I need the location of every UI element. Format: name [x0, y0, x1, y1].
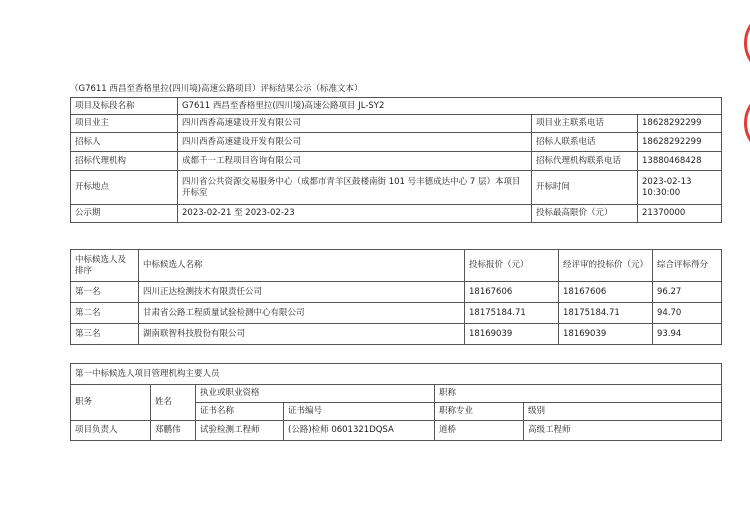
personnel-header-cert-name: 证书名称 — [196, 403, 284, 421]
table-row — [71, 324, 722, 345]
personnel-header-qualification: 执业或职业资格 — [196, 385, 435, 403]
candidate-name: 湖南联智科技股份有限公司 — [139, 324, 465, 345]
period-label: 公示期 — [71, 205, 178, 223]
personnel-table — [70, 363, 722, 441]
candidate-score: 93.94 — [653, 324, 722, 345]
personnel-header-major: 职称专业 — [435, 403, 524, 421]
candidate-bid: 18167606 — [465, 282, 559, 303]
candidate-rank: 第三名 — [71, 324, 139, 345]
page-title: （G7611 西昌至香格里拉(四川境)高速公路项目）评标结果公示（标准文本） — [70, 84, 363, 94]
personnel-section-title: 第一中标候选人项目管理机构主要人员 — [71, 364, 722, 385]
candidates-header-score: 综合评标得分 — [653, 250, 722, 282]
open-time-value — [638, 171, 722, 205]
candidate-score: 96.27 — [653, 282, 722, 303]
personnel-header-level: 级别 — [524, 403, 722, 421]
personnel-header-title: 职称 — [435, 385, 722, 403]
project-name-value: G7611 西昌至香格里拉(四川境)高速公路项目 JL-SY2 — [178, 98, 722, 115]
open-time-label: 开标时间 — [532, 171, 638, 205]
candidate-rank: 第一名 — [71, 282, 139, 303]
candidates-header-rank: 中标候选人及排序 — [71, 250, 139, 282]
candidate-bid: 18169039 — [465, 324, 559, 345]
venue-label: 开标地点 — [71, 171, 178, 205]
table-row — [71, 421, 722, 441]
owner-phone-label: 项目业主联系电话 — [532, 115, 638, 133]
table-row — [71, 282, 722, 303]
red-seal-stamp — [744, 10, 750, 76]
personnel-cert-name: 试验检测工程师 — [196, 421, 284, 441]
venue-value: 四川省公共资源交易服务中心（成都市青羊区鼓楼南街 101 号丰德成达中心 7 层）本项目开标室 — [178, 171, 532, 205]
tenderer-phone-label: 招标人联系电话 — [532, 133, 638, 152]
agent-value: 成都千一工程项目咨询有限公司 — [178, 152, 532, 171]
personnel-duty: 项目负责人 — [71, 421, 151, 441]
open-time-clock: 10:30:00 — [642, 187, 681, 198]
candidate-score: 94.70 — [653, 303, 722, 324]
agent-label: 招标代理机构 — [71, 152, 178, 171]
project-name-label: 项目及标段名称 — [71, 98, 178, 115]
project-info-table — [70, 97, 722, 223]
owner-phone-value: 18628292299 — [638, 115, 722, 133]
personnel-major: 道桥 — [435, 421, 524, 441]
personnel-header-cert-no: 证书编号 — [284, 403, 435, 421]
agent-phone-value: 13880468428 — [638, 152, 722, 171]
tenderer-value: 四川西香高速建设开发有限公司 — [178, 133, 532, 152]
candidate-reviewed: 18167606 — [559, 282, 653, 303]
personnel-cert-no: (公路)检师 0601321DQSA — [284, 421, 435, 441]
candidates-header-name: 中标候选人名称 — [139, 250, 465, 282]
tenderer-phone-value: 18628292299 — [638, 133, 722, 152]
candidate-reviewed: 18175184.71 — [559, 303, 653, 324]
candidates-header-reviewed: 经评审的投标价（元） — [559, 250, 653, 282]
tenderer-label: 招标人 — [71, 133, 178, 152]
candidate-reviewed: 18169039 — [559, 324, 653, 345]
personnel-name: 郑鹏伟 — [151, 421, 196, 441]
candidate-name: 四川正达检测技术有限责任公司 — [139, 282, 465, 303]
candidate-bid: 18175184.71 — [465, 303, 559, 324]
max-price-label: 投标最高限价（元） — [532, 205, 638, 223]
personnel-header-name: 姓名 — [151, 385, 196, 421]
personnel-header-duty: 职务 — [71, 385, 151, 421]
owner-label: 项目业主 — [71, 115, 178, 133]
red-seal-stamp — [744, 90, 750, 156]
personnel-level: 高级工程师 — [524, 421, 722, 441]
open-time-date: 2023-02-13 — [642, 176, 692, 187]
candidates-header-bid: 投标报价（元） — [465, 250, 559, 282]
candidate-name: 甘肃省公路工程质量试验检测中心有限公司 — [139, 303, 465, 324]
table-row — [71, 303, 722, 324]
period-value: 2023-02-21 至 2023-02-23 — [178, 205, 532, 223]
max-price-value: 21370000 — [638, 205, 722, 223]
owner-value: 四川西香高速建设开发有限公司 — [178, 115, 532, 133]
candidate-rank: 第二名 — [71, 303, 139, 324]
agent-phone-label: 招标代理机构联系电话 — [532, 152, 638, 171]
candidates-table — [70, 249, 722, 345]
